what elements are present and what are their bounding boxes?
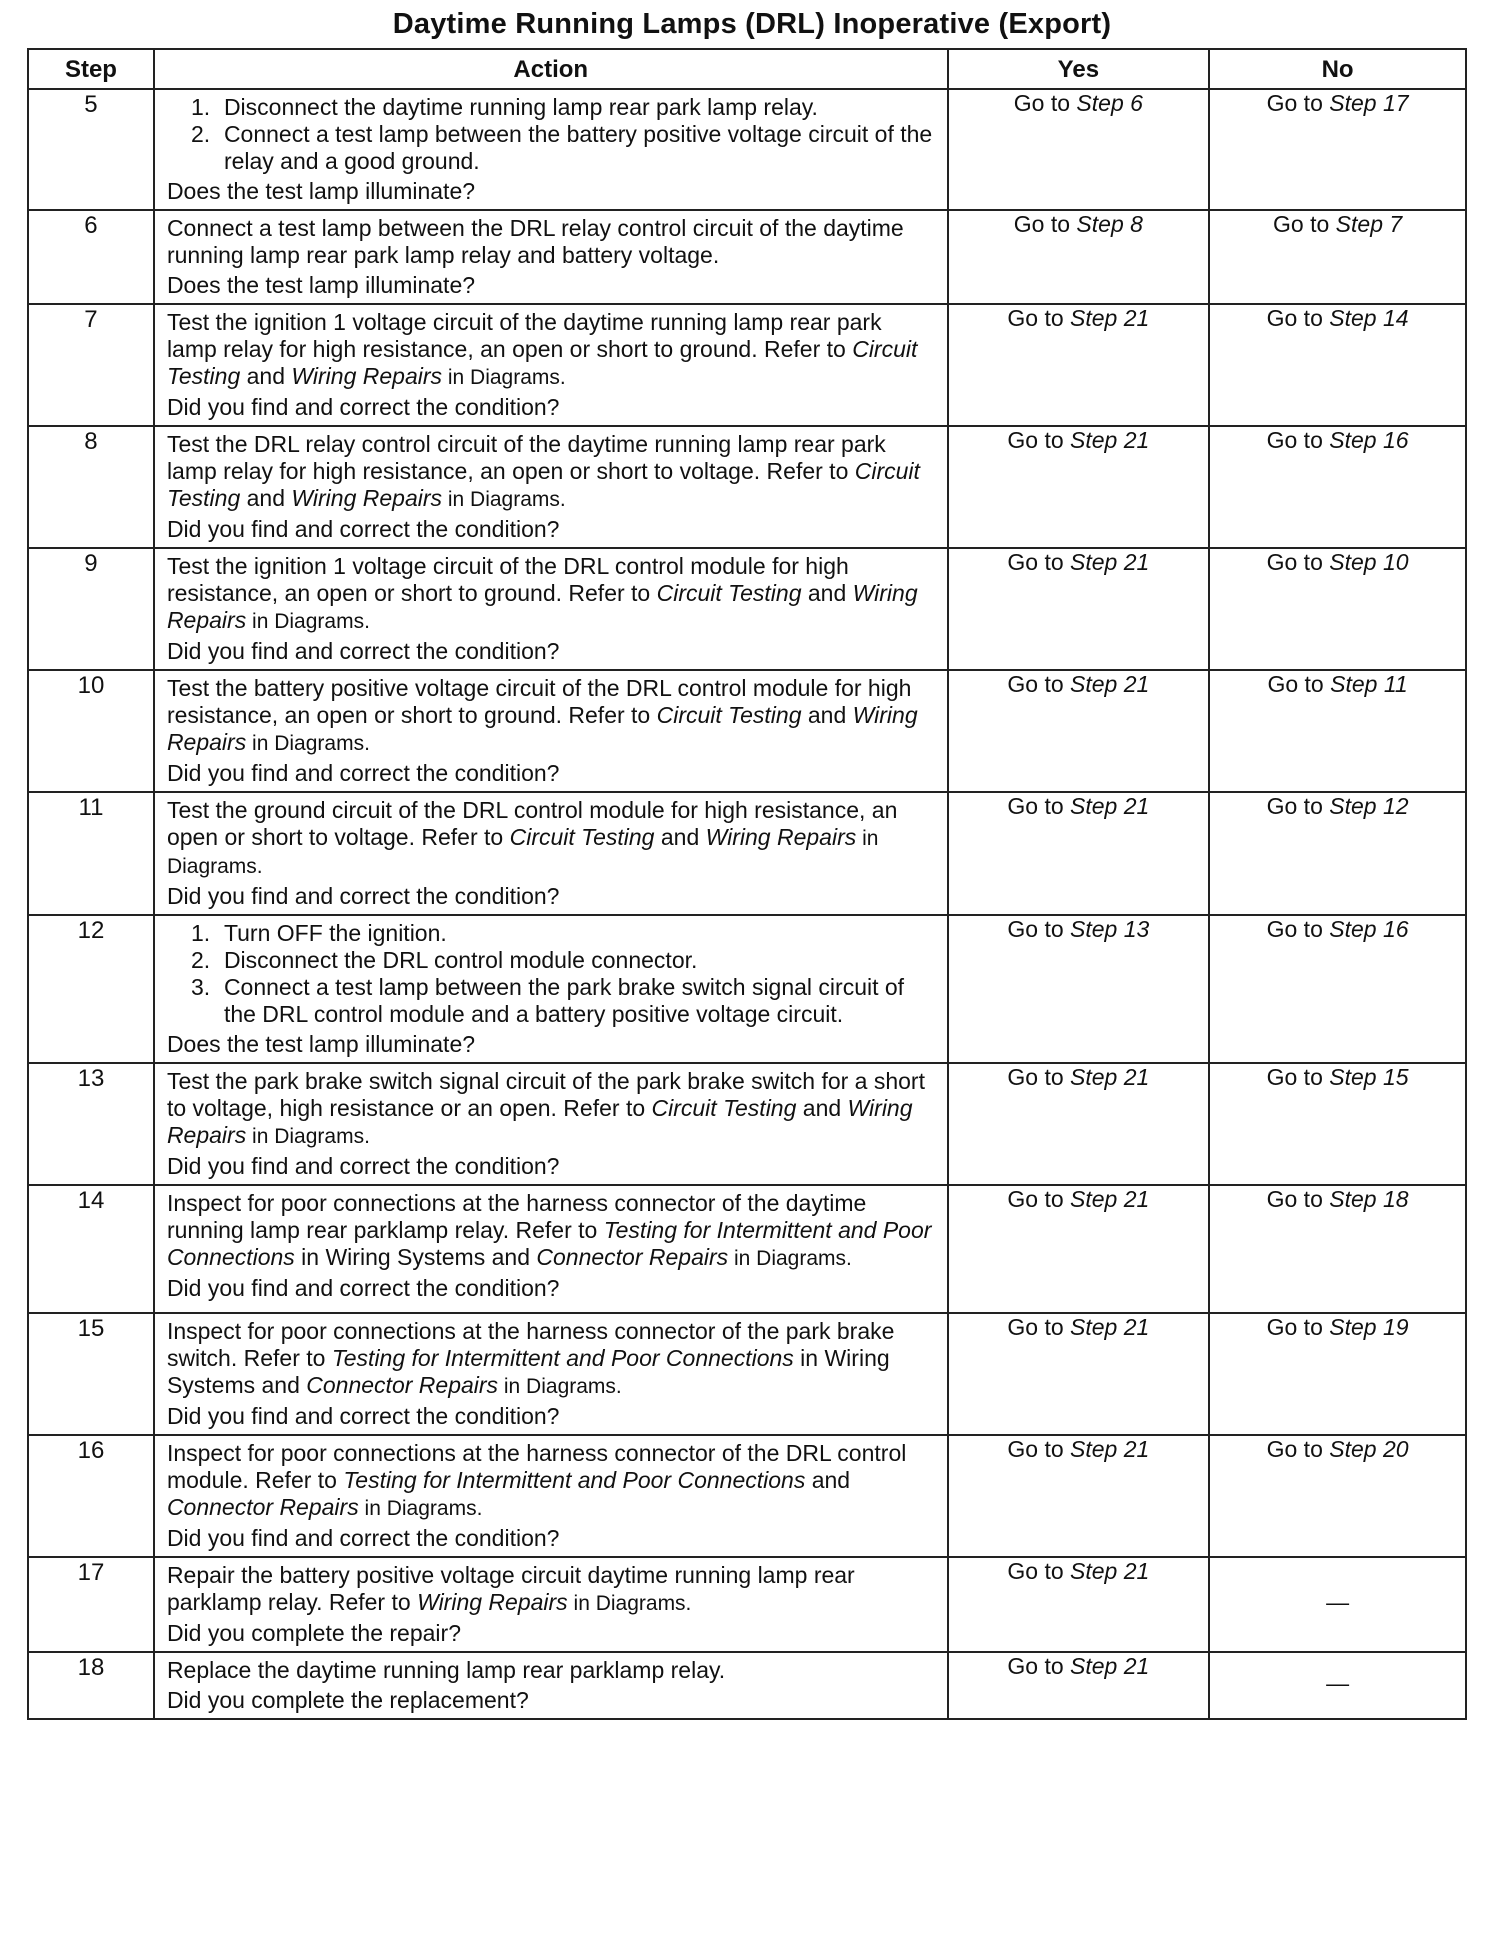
- action-connector-text: and: [801, 702, 853, 728]
- table-row: [28, 426, 1466, 548]
- action-text: [167, 675, 937, 757]
- action-connector-text: and: [801, 580, 853, 606]
- goto-prefix: Go to: [1007, 305, 1071, 331]
- reference-link: Circuit Testing: [166, 336, 918, 389]
- no-cell: [1209, 89, 1466, 210]
- no-cell: [1209, 548, 1466, 670]
- substep-text: Disconnect the DRL control module connector.: [223, 947, 698, 973]
- action-text: [167, 431, 937, 513]
- reference-link: Circuit Testing: [656, 702, 802, 728]
- substep-text: Connect a test lamp between the park brake switch signal circuit of the DRL control module and a battery positive voltage circuit.: [223, 974, 905, 1027]
- action-instruction: Test the DRL relay control circuit of the daytime running lamp rear park lamp relay for high resistance, an open or short to voltage. Refer to: [166, 431, 886, 484]
- step-number: 7: [28, 304, 154, 426]
- action-instruction: Repair the battery positive voltage circuit daytime running lamp rear parklamp relay. Refer to: [166, 1562, 855, 1615]
- step-number: 9: [28, 548, 154, 670]
- goto-prefix: Go to: [1007, 1558, 1071, 1584]
- action-question: Did you complete the replacement?: [166, 1687, 529, 1713]
- no-cell: [1209, 670, 1466, 792]
- action-instruction: Test the ignition 1 voltage circuit of the DRL control module for high resistance, an open or short to ground. Refer to: [166, 553, 849, 606]
- action-cell: [154, 1313, 948, 1435]
- action-tail-text: in Diagrams.: [246, 732, 370, 755]
- reference-link: Circuit Testing: [166, 458, 920, 511]
- action-question: Did you find and correct the condition?: [166, 638, 560, 664]
- goto-prefix: Go to: [1007, 793, 1071, 819]
- goto-step-link: Step 21: [1070, 1653, 1150, 1679]
- yes-cell: [948, 1185, 1210, 1313]
- action-question: Did you find and correct the condition?: [166, 1403, 560, 1429]
- yes-cell: [948, 210, 1210, 304]
- reference-link: Testing for Intermittent and Poor Connections: [343, 1467, 806, 1493]
- action-connector-text: in Wiring Systems and: [294, 1244, 537, 1270]
- action-instruction: Test the battery positive voltage circuit of the DRL control module for high resistance, an open or short to ground. Refer to: [166, 675, 912, 728]
- substep-text: Turn OFF the ignition.: [223, 920, 447, 946]
- action-cell: [154, 89, 948, 210]
- action-question: Does the test lamp illuminate?: [166, 272, 476, 298]
- no-cell: [1209, 792, 1466, 915]
- action-cell: [154, 915, 948, 1063]
- action-text: [167, 553, 937, 635]
- step-number: 11: [28, 792, 154, 915]
- action-instruction: Test the ground circuit of the DRL control module for high resistance, an open or short to voltage. Refer to: [166, 797, 898, 850]
- no-cell: [1209, 210, 1466, 304]
- table-row: [28, 89, 1466, 210]
- no-cell: [1209, 1063, 1466, 1185]
- header-step: Step: [28, 49, 154, 89]
- action-question: Did you find and correct the condition?: [166, 394, 560, 420]
- goto-prefix: Go to: [1266, 305, 1330, 331]
- substep-number: 2.: [190, 947, 211, 973]
- action-cell: [154, 304, 948, 426]
- header-row: [28, 49, 1466, 89]
- goto-prefix: Go to: [1007, 1064, 1071, 1090]
- goto-step-link: Step 21: [1070, 1186, 1150, 1212]
- goto-prefix: Go to: [1007, 671, 1071, 697]
- action-substep: [167, 94, 937, 121]
- reference-link: Wiring Repairs: [291, 363, 443, 389]
- goto-prefix: Go to: [1007, 1186, 1071, 1212]
- step-number: 8: [28, 426, 154, 548]
- no-cell: [1209, 1652, 1466, 1719]
- table-row: [28, 670, 1466, 792]
- action-question: Does the test lamp illuminate?: [166, 178, 476, 204]
- action-cell: [154, 792, 948, 915]
- goto-step-link: Step 6: [1076, 90, 1143, 116]
- action-tail-text: in Diagrams.: [442, 488, 566, 511]
- action-text: [167, 1068, 937, 1150]
- substep-text: Disconnect the daytime running lamp rear park lamp relay.: [223, 94, 818, 120]
- yes-cell: [948, 426, 1210, 548]
- action-question: Did you complete the repair?: [166, 1620, 461, 1646]
- goto-step-link: Step 17: [1329, 90, 1409, 116]
- reference-link: Connector Repairs: [166, 1494, 359, 1520]
- action-tail-text: in Diagrams.: [246, 1125, 370, 1148]
- action-connector-text: in Wiring Systems and: [166, 1345, 897, 1398]
- action-tail-text: in Diagrams.: [728, 1247, 852, 1270]
- goto-prefix: Go to: [1266, 916, 1330, 942]
- table-row: [28, 1652, 1466, 1719]
- goto-prefix: Go to: [1266, 1436, 1330, 1462]
- no-cell: [1209, 1435, 1466, 1557]
- action-cell: [154, 1557, 948, 1652]
- not-applicable-dash: —: [1326, 1589, 1350, 1615]
- diagnostic-table: [27, 48, 1467, 1720]
- reference-link: Testing for Intermittent and Poor Connections: [166, 1217, 932, 1270]
- step-number: 10: [28, 670, 154, 792]
- reference-link: Connector Repairs: [536, 1244, 729, 1270]
- yes-cell: [948, 1652, 1210, 1719]
- table-row: [28, 1557, 1466, 1652]
- action-text: [167, 215, 937, 269]
- goto-prefix: Go to: [1266, 90, 1330, 116]
- table-row: [28, 915, 1466, 1063]
- action-text: [167, 1562, 937, 1617]
- goto-step-link: Step 21: [1070, 549, 1150, 575]
- action-connector-text: and: [805, 1467, 857, 1493]
- step-number: 16: [28, 1435, 154, 1557]
- goto-prefix: Go to: [1007, 427, 1071, 453]
- goto-step-link: Step 14: [1329, 305, 1409, 331]
- header-action: Action: [154, 49, 948, 89]
- action-cell: [154, 670, 948, 792]
- action-instruction: Inspect for poor connections at the harness connector of the daytime running lamp rear parklamp relay. Refer to: [166, 1190, 867, 1243]
- action-tail-text: in Diagrams.: [358, 1497, 483, 1520]
- action-cell: [154, 1652, 948, 1719]
- action-instruction: Test the park brake switch signal circuit of the park brake switch for a short to voltage, high resistance or an open. Refer to: [166, 1068, 925, 1121]
- substep-number: 1.: [190, 920, 211, 946]
- action-cell: [154, 210, 948, 304]
- yes-cell: [948, 670, 1210, 792]
- action-instruction: Connect a test lamp between the DRL relay control circuit of the daytime running lamp rear park lamp relay and battery voltage.: [166, 215, 904, 268]
- table-row: [28, 210, 1466, 304]
- reference-link: Wiring Repairs: [166, 580, 918, 633]
- action-question: Does the test lamp illuminate?: [166, 1031, 476, 1057]
- goto-step-link: Step 7: [1335, 211, 1403, 237]
- no-cell: [1209, 426, 1466, 548]
- no-cell: [1209, 304, 1466, 426]
- goto-step-link: Step 21: [1070, 671, 1150, 697]
- no-cell: [1209, 1557, 1466, 1652]
- goto-prefix: Go to: [1273, 211, 1336, 237]
- step-number: 13: [28, 1063, 154, 1185]
- action-cell: [154, 426, 948, 548]
- goto-prefix: Go to: [1266, 793, 1330, 819]
- goto-prefix: Go to: [1007, 1314, 1071, 1340]
- header-yes: Yes: [948, 49, 1210, 89]
- action-cell: [154, 1435, 948, 1557]
- goto-prefix: Go to: [1013, 211, 1077, 237]
- action-cell: [154, 1063, 948, 1185]
- action-question: Did you find and correct the condition?: [166, 516, 560, 542]
- goto-prefix: Go to: [1266, 549, 1330, 575]
- goto-step-link: Step 21: [1070, 305, 1150, 331]
- reference-link: Circuit Testing: [509, 824, 655, 850]
- yes-cell: [948, 548, 1210, 670]
- action-question: Did you find and correct the condition?: [166, 1153, 560, 1179]
- table-row: [28, 1063, 1466, 1185]
- goto-prefix: Go to: [1007, 549, 1071, 575]
- action-substep: [167, 920, 937, 947]
- goto-step-link: Step 13: [1070, 916, 1150, 942]
- goto-step-link: Step 10: [1329, 549, 1409, 575]
- step-number: 12: [28, 915, 154, 1063]
- yes-cell: [948, 1435, 1210, 1557]
- action-tail-text: in Diagrams.: [498, 1375, 622, 1398]
- reference-link: Testing for Intermittent and Poor Connections: [331, 1345, 794, 1371]
- reference-link: Circuit Testing: [656, 580, 802, 606]
- goto-prefix: Go to: [1266, 1314, 1330, 1340]
- step-number: 15: [28, 1313, 154, 1435]
- no-cell: [1209, 1313, 1466, 1435]
- action-connector-text: and: [796, 1095, 848, 1121]
- header-no: No: [1209, 49, 1466, 89]
- goto-step-link: Step 12: [1329, 793, 1409, 819]
- action-text: [167, 1657, 937, 1684]
- action-instruction: Test the ignition 1 voltage circuit of the daytime running lamp rear park lamp relay for high resistance, an open or short to ground. Refer to: [166, 309, 882, 362]
- goto-step-link: Step 11: [1330, 671, 1408, 697]
- substep-number: 2.: [190, 121, 211, 147]
- step-number: 5: [28, 89, 154, 210]
- action-tail-text: in Diagrams.: [442, 366, 566, 389]
- goto-prefix: Go to: [1007, 916, 1071, 942]
- table-row: [28, 792, 1466, 915]
- yes-cell: [948, 1063, 1210, 1185]
- goto-step-link: Step 8: [1076, 211, 1143, 237]
- no-cell: [1209, 915, 1466, 1063]
- action-tail-text: in Diagrams.: [567, 1592, 692, 1615]
- action-tail-text: in Diagrams.: [246, 610, 370, 633]
- table-row: [28, 1313, 1466, 1435]
- yes-cell: [948, 915, 1210, 1063]
- goto-step-link: Step 21: [1070, 1558, 1150, 1584]
- action-text: [167, 1318, 937, 1400]
- goto-prefix: Go to: [1013, 90, 1077, 116]
- goto-step-link: Step 21: [1070, 1064, 1150, 1090]
- goto-step-link: Step 21: [1070, 1436, 1150, 1462]
- table-row: [28, 1185, 1466, 1313]
- not-applicable-dash: —: [1326, 1670, 1350, 1696]
- goto-step-link: Step 18: [1329, 1186, 1409, 1212]
- action-substep: [167, 947, 937, 974]
- action-tail-text: in Diagrams.: [166, 827, 885, 878]
- action-text: [167, 1190, 937, 1272]
- page-title: Daytime Running Lamps (DRL) Inoperative (Export): [392, 8, 1112, 40]
- goto-step-link: Step 16: [1329, 427, 1409, 453]
- action-question: Did you find and correct the condition?: [166, 760, 560, 786]
- step-number: 18: [28, 1652, 154, 1719]
- goto-step-link: Step 19: [1329, 1314, 1409, 1340]
- step-number: 17: [28, 1557, 154, 1652]
- substep-text: Connect a test lamp between the battery positive voltage circuit of the relay and a good ground.: [223, 121, 933, 174]
- reference-link: Wiring Repairs: [417, 1589, 568, 1615]
- action-text: [167, 1440, 937, 1522]
- goto-step-link: Step 21: [1070, 793, 1150, 819]
- yes-cell: [948, 1557, 1210, 1652]
- reference-link: Circuit Testing: [651, 1095, 797, 1121]
- table-row: [28, 548, 1466, 670]
- goto-prefix: Go to: [1266, 427, 1330, 453]
- action-cell: [154, 548, 948, 670]
- action-question: Did you find and correct the condition?: [166, 1525, 560, 1551]
- action-question: Did you find and correct the condition?: [166, 1275, 560, 1301]
- yes-cell: [948, 1313, 1210, 1435]
- step-number: 14: [28, 1185, 154, 1313]
- goto-prefix: Go to: [1266, 1064, 1330, 1090]
- goto-prefix: Go to: [1266, 1186, 1330, 1212]
- yes-cell: [948, 792, 1210, 915]
- action-connector-text: and: [240, 363, 292, 389]
- reference-link: Wiring Repairs: [166, 1095, 913, 1148]
- reference-link: Wiring Repairs: [705, 824, 857, 850]
- action-cell: [154, 1185, 948, 1313]
- action-connector-text: and: [654, 824, 706, 850]
- table-row: [28, 1435, 1466, 1557]
- substep-number: 3.: [190, 974, 211, 1000]
- action-text: [167, 797, 937, 880]
- yes-cell: [948, 304, 1210, 426]
- goto-prefix: Go to: [1007, 1653, 1071, 1679]
- action-substep: [167, 974, 937, 1028]
- action-question: Did you find and correct the condition?: [166, 883, 560, 909]
- no-cell: [1209, 1185, 1466, 1313]
- reference-link: Wiring Repairs: [291, 485, 443, 511]
- table-row: [28, 304, 1466, 426]
- action-instruction: Replace the daytime running lamp rear parklamp relay.: [166, 1657, 726, 1683]
- action-text: [167, 309, 937, 391]
- action-instruction: Inspect for poor connections at the harness connector of the park brake switch. Refer to: [166, 1318, 895, 1371]
- step-number: 6: [28, 210, 154, 304]
- action-instruction: Inspect for poor connections at the harness connector of the DRL control module. Refer to: [166, 1440, 907, 1493]
- reference-link: Connector Repairs: [306, 1372, 499, 1398]
- goto-step-link: Step 15: [1329, 1064, 1409, 1090]
- action-substep: [167, 121, 937, 175]
- yes-cell: [948, 89, 1210, 210]
- action-connector-text: and: [240, 485, 292, 511]
- goto-step-link: Step 16: [1329, 916, 1409, 942]
- goto-step-link: Step 20: [1329, 1436, 1409, 1462]
- goto-prefix: Go to: [1007, 1436, 1071, 1462]
- reference-link: Wiring Repairs: [166, 702, 918, 755]
- substep-number: 1.: [190, 94, 211, 120]
- goto-step-link: Step 21: [1070, 427, 1150, 453]
- goto-step-link: Step 21: [1070, 1314, 1150, 1340]
- goto-prefix: Go to: [1267, 671, 1331, 697]
